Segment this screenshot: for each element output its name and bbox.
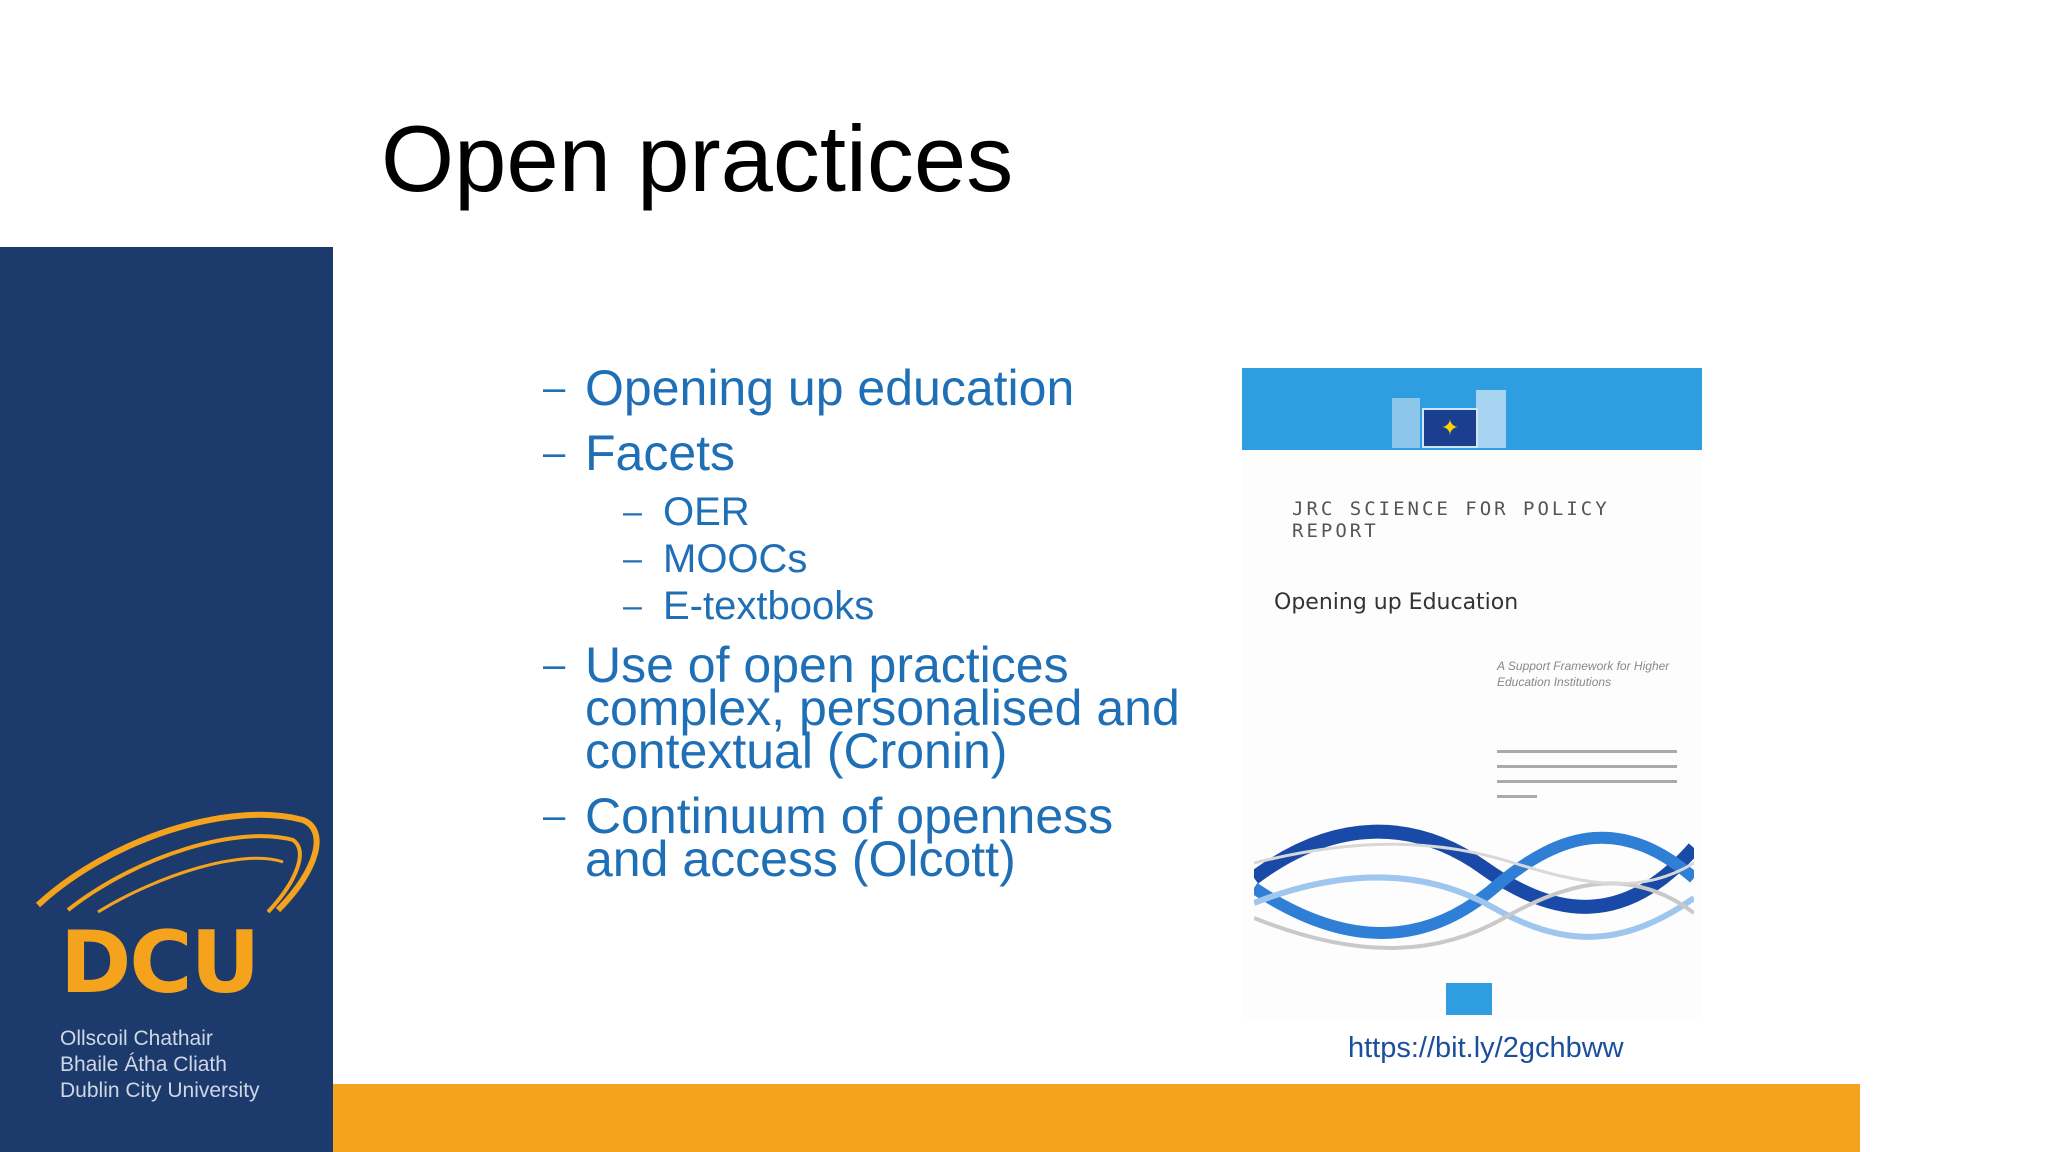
dcu-logo: [60, 913, 260, 1104]
report-cover-image: [1242, 368, 1702, 1018]
building-graphic: [1476, 390, 1506, 448]
report-subtitle: A Support Framework for Higher Education Institutions: [1497, 659, 1670, 689]
bottom-accent-bar: [333, 1084, 1860, 1152]
sub-bullet-item: [543, 536, 1183, 583]
report-badge: [1446, 983, 1492, 1015]
bullet-item: [543, 637, 1183, 779]
building-graphic: [1392, 398, 1420, 448]
dcu-name-line: Dublin City University: [60, 1079, 260, 1102]
bullet-dash: –: [543, 794, 566, 838]
bullet-dash: –: [543, 431, 566, 475]
sub-bullet-text: E-textbooks: [663, 584, 875, 628]
sub-bullet-item: [543, 583, 1183, 630]
wave-graphic: [1254, 808, 1694, 958]
bullet-text: Facets: [585, 425, 736, 481]
dcu-name-line: Bhaile Átha Cliath: [60, 1053, 227, 1076]
dcu-wordmark: DCU: [60, 913, 259, 1013]
bullet-text: Continuum of openness and access (Olcott): [585, 788, 1114, 887]
slide-title: Open practices: [381, 106, 1014, 211]
bullet-dash: –: [543, 366, 566, 410]
dcu-name-line: Ollscoil Chathair: [60, 1027, 213, 1050]
bullet-dash: –: [623, 493, 642, 531]
eu-flag-icon: ✦: [1422, 408, 1478, 448]
bullet-dash: –: [623, 540, 642, 578]
bullet-list: [543, 360, 1183, 903]
bullet-dash: –: [543, 643, 566, 687]
sub-bullet-list: [543, 489, 1183, 630]
sub-bullet-text: MOOCs: [663, 537, 808, 581]
bullet-text: Opening up education: [585, 360, 1075, 416]
dcu-name-lines: [60, 1026, 260, 1104]
bullet-item: [543, 425, 1183, 481]
bullet-item: [543, 360, 1183, 416]
sub-bullet-text: OER: [663, 490, 750, 534]
source-link[interactable]: https://bit.ly/2gchbww: [1348, 1032, 1624, 1064]
report-series-label: JRC SCIENCE FOR POLICY REPORT: [1292, 498, 1610, 542]
bullet-dash: –: [623, 587, 642, 625]
report-authors-block: [1497, 738, 1677, 810]
sub-bullet-item: [543, 489, 1183, 536]
bullet-item: [543, 788, 1183, 887]
bullet-text: Use of open practices complex, personalised and contextual (Cronin): [585, 637, 1180, 779]
report-title: Opening up Education: [1274, 590, 1519, 615]
